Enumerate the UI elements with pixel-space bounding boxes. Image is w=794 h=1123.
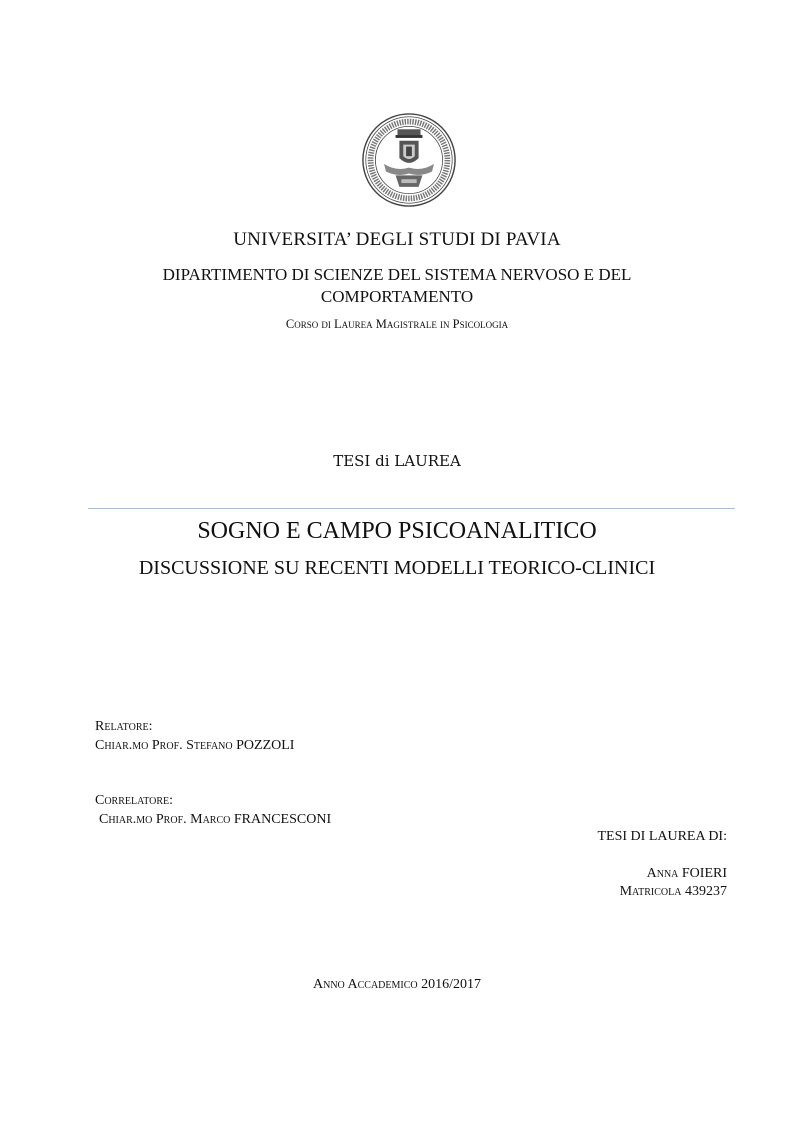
department-line-1: DIPARTIMENTO DI SCIENZE DEL SISTEMA NERVOSO E DEL (162, 265, 632, 284)
student-label: TESI DI LAUREA DI: (597, 829, 727, 844)
student-matricola: Matricola 439237 (619, 884, 727, 899)
thesis-subtitle: DISCUSSIONE SU RECENTI MODELLI TEORICO-CLINICI (138, 557, 656, 579)
relatore-name: Chiar.mo Prof. Stefano POZZOLI (95, 738, 295, 753)
thesis-title: SOGNO E CAMPO PSICOANALITICO (197, 518, 597, 544)
correlatore-label: Correlatore: (95, 793, 174, 808)
academic-year: Anno Accademico 2016/2017 (312, 977, 481, 992)
university-name: UNIVERSITA’ DEGLI STUDI DI PAVIA (233, 229, 561, 250)
university-seal-icon (361, 112, 457, 208)
relatore-label: Relatore: (95, 719, 153, 734)
student-name: Anna FOIERI (646, 866, 727, 881)
title-divider (88, 508, 735, 509)
correlatore-name: Chiar.mo Prof. Marco FRANCESCONI (99, 812, 332, 827)
thesis-label: TESI di LAUREA (333, 452, 461, 470)
course-name: Corso di Laurea Magistrale in Psicologia (285, 317, 509, 331)
department-name (0, 264, 794, 308)
department-line-2: COMPORTAMENTO (320, 287, 474, 306)
